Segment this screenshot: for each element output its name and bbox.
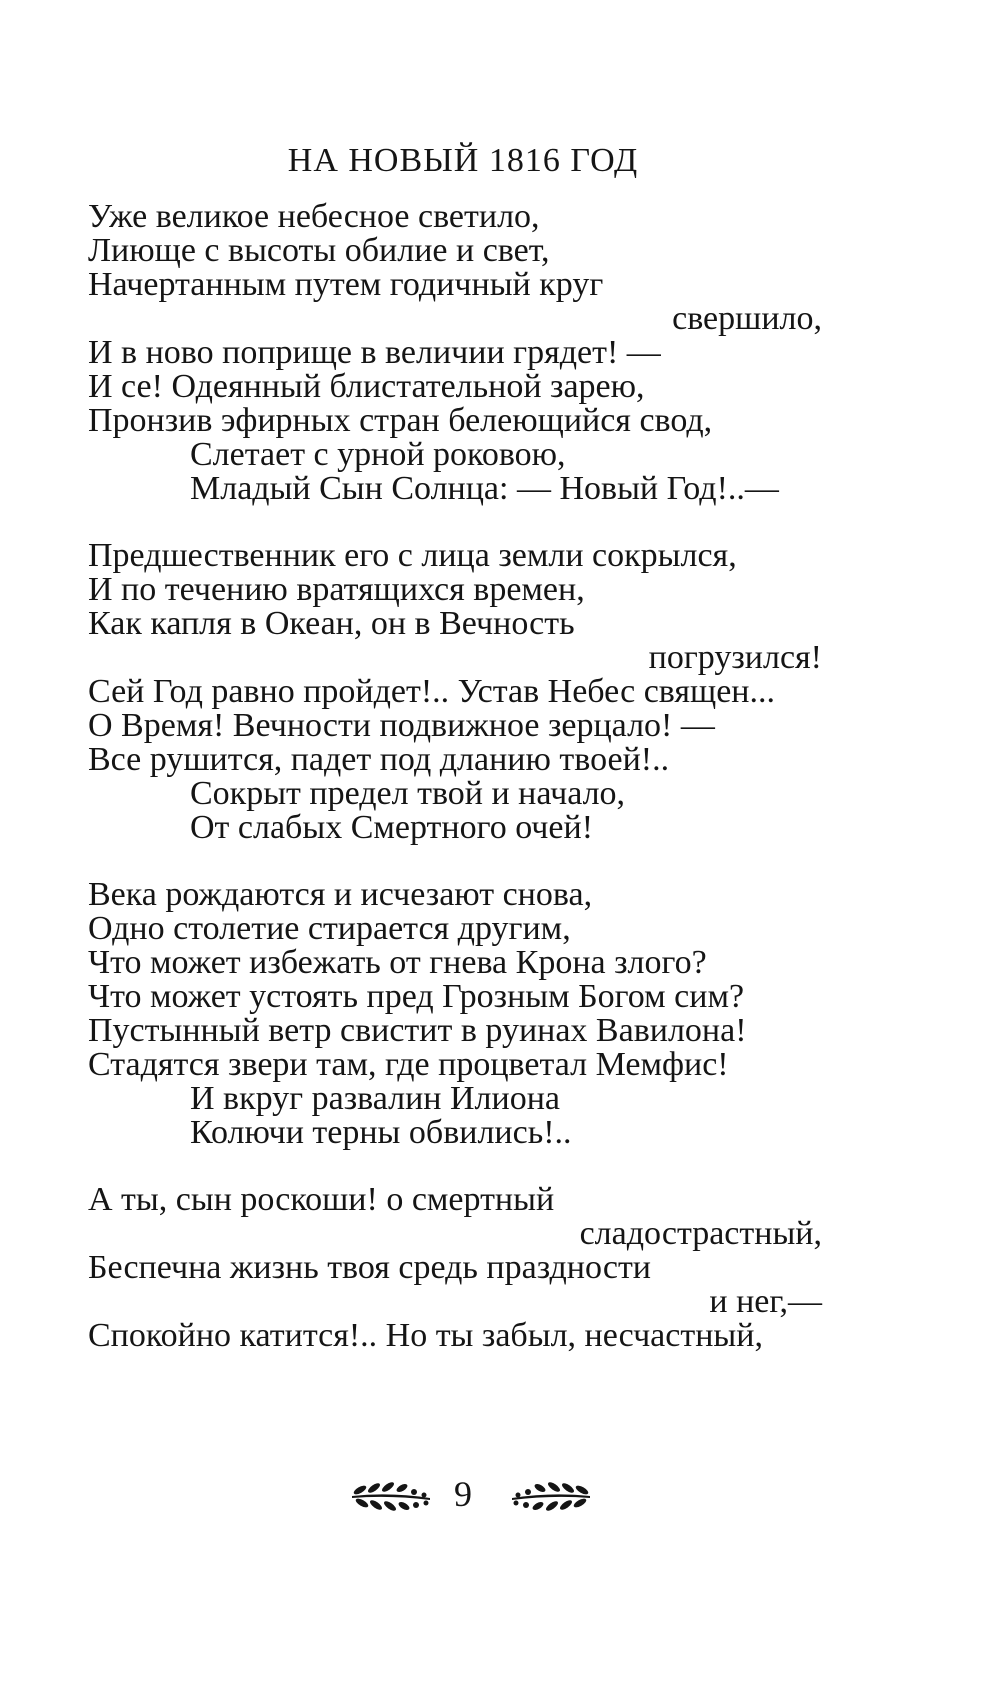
verse-line-continuation: и нег,—: [709, 1283, 822, 1320]
verse-line: И в ново поприще в величии грядет! —: [88, 334, 661, 371]
page-footer: [0, 1470, 1000, 1520]
verse-line: Беспечна жизнь твоя средь праздности: [88, 1249, 651, 1286]
verse-line: И по течению вратящихся времен,: [88, 571, 585, 608]
verse-line: Пустынный ветр свистит в руинах Вавилона!: [88, 1012, 747, 1049]
verse-line-indented: И вкруг развалин Илиона: [190, 1080, 560, 1117]
verse-line: Пронзив эфирных стран белеющийся свод,: [88, 402, 713, 439]
verse-line: Что может устоять пред Грозным Богом сим?: [88, 978, 745, 1015]
poem-title: НА НОВЫЙ 1816 ГОД: [287, 142, 639, 179]
verse-line: Спокойно катится!.. Но ты забыл, несчастный,: [88, 1317, 763, 1354]
verse-line: И се! Одеянный блистательной зарею,: [88, 368, 645, 405]
verse-line-indented: Младый Сын Солнца: — Новый Год!..—: [190, 470, 779, 507]
verse-line: Как капля в Океан, он в Вечность: [88, 605, 575, 642]
verse-line: Все рушится, падет под дланию твоей!..: [88, 741, 670, 778]
verse-line-continuation: погрузился!: [648, 639, 822, 676]
page-number: 9: [454, 1474, 472, 1514]
verse-line-continuation: свершило,: [672, 300, 822, 337]
verse-line: Одно столетие стирается другим,: [88, 910, 571, 947]
verse-line: О Время! Вечности подвижное зерцало! —: [88, 707, 715, 744]
verse-line: Века рождаются и исчезают снова,: [88, 876, 593, 913]
verse-line: Уже великое небесное светило,: [88, 198, 540, 235]
verse-line: А ты, сын роскоши! о смертный: [88, 1181, 555, 1218]
verse-line-indented: Сокрыт предел твой и начало,: [190, 775, 626, 812]
verse-line: Начертанным путем годичный круг: [88, 266, 604, 303]
verse-line-indented: От слабых Смертного очей!: [190, 809, 594, 846]
verse-line: Предшественник его с лица земли сокрылся,: [88, 537, 737, 574]
verse-line-indented: Колючи терны обвились!..: [190, 1114, 572, 1151]
verse-line: Стадятся звери там, где процветал Мемфис!: [88, 1046, 729, 1083]
verse-line: Сей Год равно пройдет!.. Устав Небес священ...: [88, 673, 775, 710]
laurel-sprig-right-icon: [510, 1478, 592, 1514]
verse-line: Что может избежать от гнева Крона злого?: [88, 944, 707, 981]
verse-line-indented: Слетает с урной роковою,: [190, 436, 566, 473]
verse-line: Лиюще с высоты обилие и свет,: [88, 232, 550, 269]
verse-line-continuation: сладострастный,: [579, 1215, 822, 1252]
